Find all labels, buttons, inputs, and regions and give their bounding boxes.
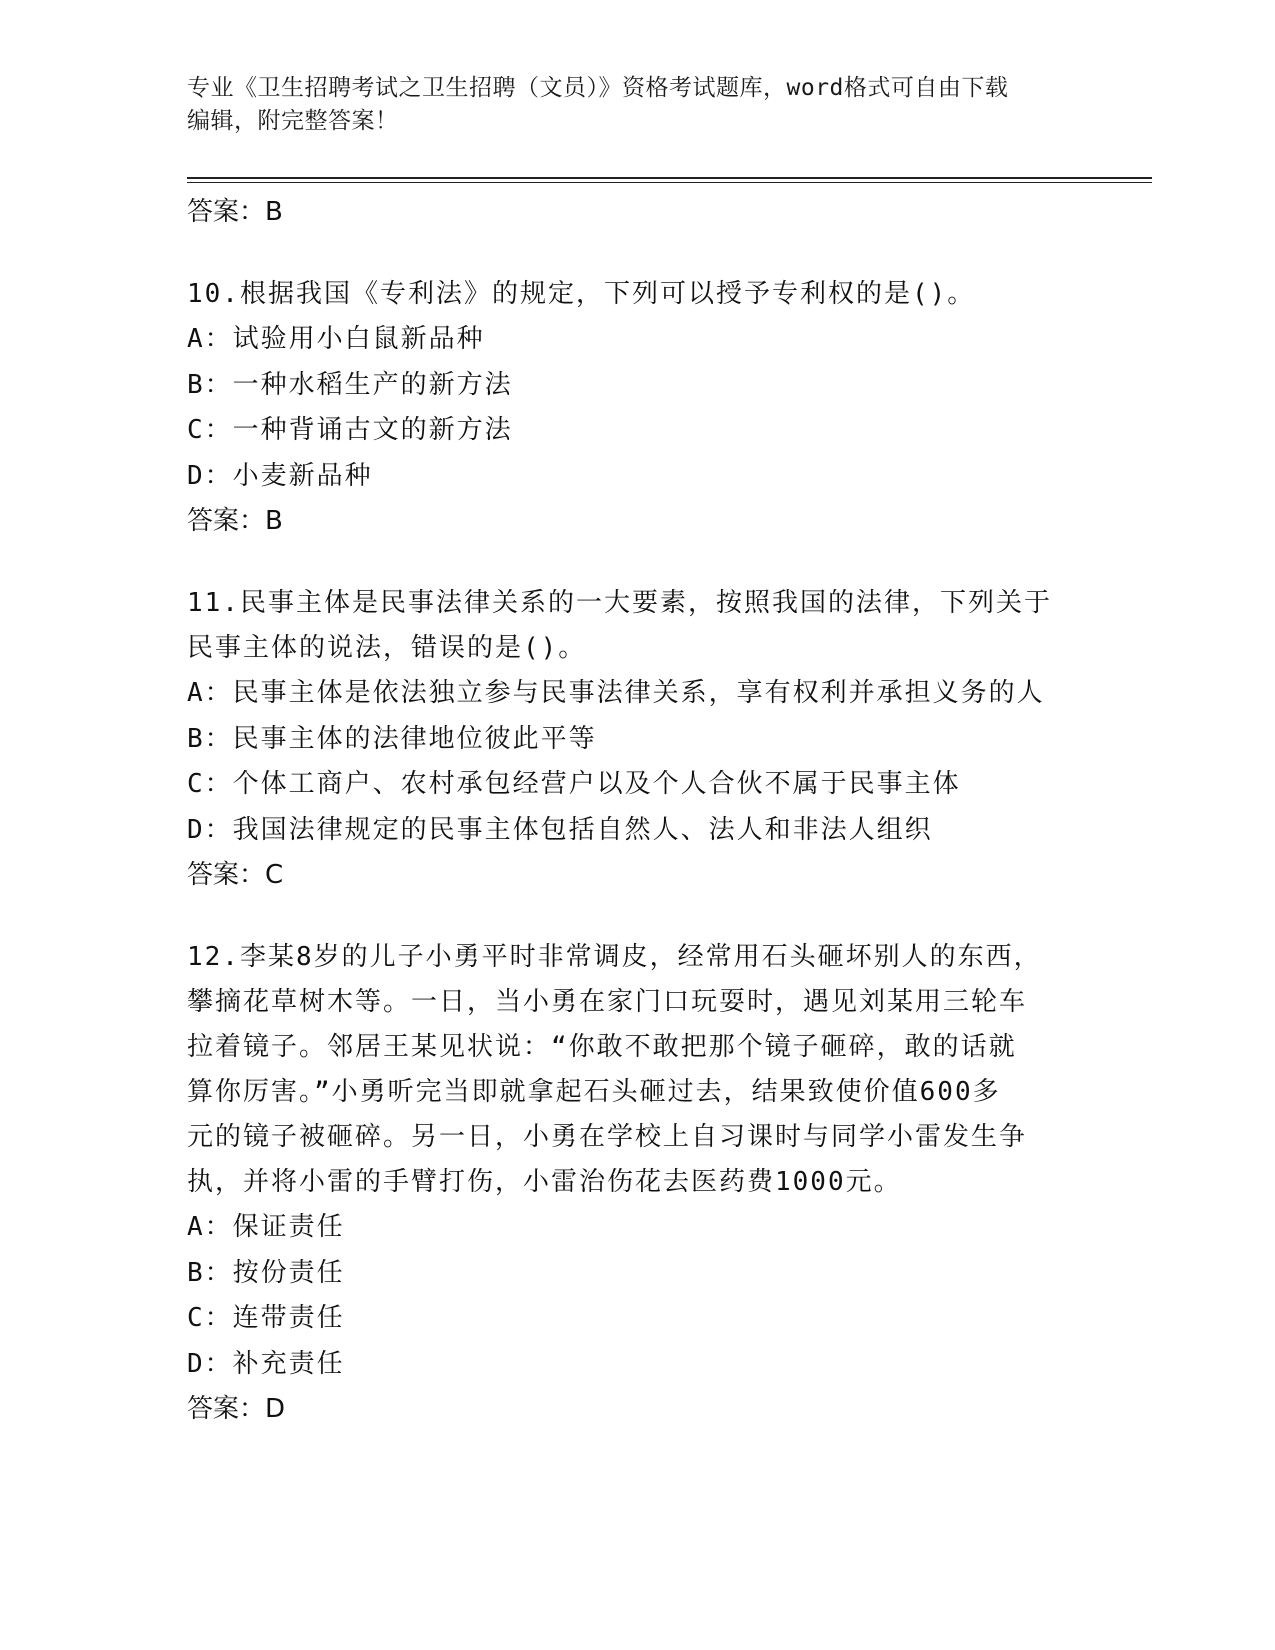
question-12-line-2: 攀摘花草树木等。一日，当小勇在家门口玩耍时，遇见刘某用三轮车 <box>187 987 1028 1017</box>
question-11-line-1: 11.民事主体是民事法律关系的一大要素，按照我国的法律，下列关于 <box>187 588 1052 618</box>
question-12-option-a: A：保证责任 <box>187 1212 345 1242</box>
question-10-option-b: B：一种水稻生产的新方法 <box>187 369 513 400</box>
document-header <box>187 72 1087 138</box>
question-11-option-d: D：我国法律规定的民事主体包括自然人、法人和非法人组织 <box>187 814 933 845</box>
spacer <box>187 544 1087 581</box>
spacer <box>187 235 1087 272</box>
previous-answer: 答案：B <box>187 197 283 227</box>
document-body <box>187 190 1087 1432</box>
header-line-1: 专业《卫生招聘考试之卫生招聘（文员）》资格考试题库，word格式可自由下载 <box>187 75 1009 101</box>
question-10-text: 10.根据我国《专利法》的规定，下列可以授予专利权的是()。 <box>187 279 976 309</box>
question-12-line-1: 12.李某8岁的儿子小勇平时非常调皮，经常用石头砸坏别人的东西， <box>187 942 1042 972</box>
header-divider-thick <box>187 177 1152 179</box>
spacer <box>187 898 1087 935</box>
question-11-option-b: B：民事主体的法律地位彼此平等 <box>187 723 597 754</box>
question-11-line-2: 民事主体的说法，错误的是()。 <box>187 633 587 663</box>
question-12-line-4: 算你厉害。”小勇听完当即就拿起石头砸过去，结果致使价值600多 <box>187 1077 1001 1107</box>
question-12-option-d: D：补充责任 <box>187 1348 345 1379</box>
question-12 <box>187 935 1087 1432</box>
header-line-2: 编辑，附完整答案！ <box>187 108 399 134</box>
question-12-line-5: 元的镜子被砸碎。另一日，小勇在学校上自习课时与同学小雷发生争 <box>187 1122 1028 1152</box>
question-10 <box>187 272 1087 544</box>
question-12-option-c: C：连带责任 <box>187 1303 345 1333</box>
header-divider-thin <box>187 182 1152 183</box>
question-11 <box>187 581 1087 898</box>
question-10-option-a: A：试验用小白鼠新品种 <box>187 324 485 354</box>
question-10-option-d: D：小麦新品种 <box>187 460 373 491</box>
question-10-option-c: C：一种背诵古文的新方法 <box>187 415 513 445</box>
question-11-option-c: C：个体工商户、农村承包经营户以及个人合伙不属于民事主体 <box>187 769 961 799</box>
question-12-line-3: 拉着镜子。邻居王某见状说：“你敢不敢把那个镜子砸碎，敢的话就 <box>187 1032 1017 1062</box>
question-11-answer: 答案：C <box>187 860 284 890</box>
question-12-answer: 答案：D <box>187 1394 286 1424</box>
question-12-option-b: B：按份责任 <box>187 1257 345 1288</box>
question-11-option-a: A：民事主体是依法独立参与民事法律关系，享有权利并承担义务的人 <box>187 678 1045 708</box>
question-10-answer: 答案：B <box>187 506 283 536</box>
question-12-line-6: 执，并将小雷的手臂打伤，小雷治伤花去医药费1000元。 <box>187 1167 902 1197</box>
